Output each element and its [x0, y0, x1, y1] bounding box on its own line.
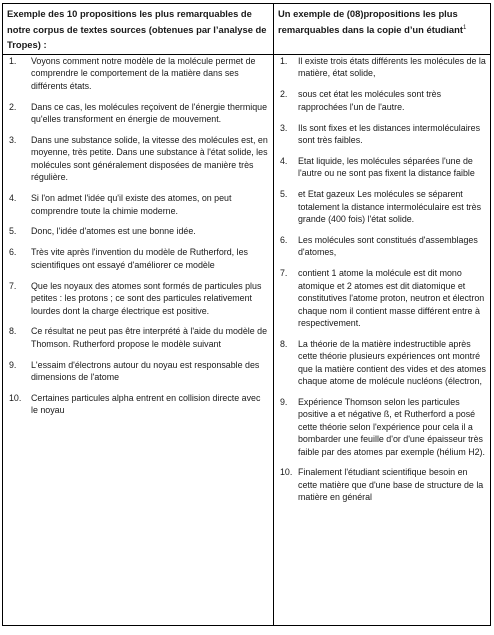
- left-proposition-item: [7, 192, 269, 217]
- left-proposition-item-number: 8.: [9, 326, 17, 337]
- left-proposition-item-text: Certaines particules alpha entrent en collision directe avec le noyau: [31, 393, 261, 416]
- right-proposition-item-number: 9.: [280, 396, 288, 407]
- left-proposition-item-text: Ce résultat ne peut pas être interprété à l'aide du modèle de Thomson. Rutherford propose le modèle suivant: [31, 326, 268, 349]
- left-body-cell: [3, 55, 274, 626]
- right-proposition-item-number: 6.: [280, 234, 288, 245]
- left-proposition-item-number: 7.: [9, 280, 17, 291]
- right-header-cell: [274, 4, 491, 55]
- right-proposition-item-number: 2.: [280, 89, 288, 100]
- right-proposition-item-number: 4.: [280, 155, 288, 166]
- right-proposition-list: [278, 55, 486, 504]
- right-proposition-item-text: La théorie de la matière indestructible après cette théorie plusieurs expériences ont montré que la matière contient des vides et des atomes chaque atome de molécule nucléons (électron,: [298, 338, 486, 387]
- left-proposition-item: [7, 359, 269, 384]
- right-proposition-item-text: sous cet état les molécules sont très rapprochées l'un de l'autre.: [298, 89, 442, 112]
- left-proposition-item-text: Très vite après l'invention du modèle de Rutherford, les scientifiques ont essayé d'améliorer ce modèle: [31, 247, 248, 270]
- left-proposition-item-text: Voyons comment notre modèle de la molécule permet de comprendre le comportement de la matière dans ses différents états.: [31, 56, 256, 91]
- right-proposition-item: [278, 122, 486, 147]
- right-proposition-item-number: 3.: [280, 122, 288, 133]
- right-proposition-item-text: Il existe trois états différents les molécules de la matière, état solide,: [298, 56, 486, 79]
- right-proposition-item: [278, 188, 486, 225]
- left-proposition-item: [7, 225, 269, 237]
- left-proposition-item: [7, 246, 269, 271]
- right-proposition-item-number: 8.: [280, 338, 288, 349]
- left-proposition-item-text: Dans une substance solide, la vitesse des molécules est, en moyenne, très petite. Dans une substance à l'état solide, les molécules sont généralement disposées de manière très régulière.: [31, 135, 268, 183]
- left-proposition-item-number: 10.: [9, 393, 22, 404]
- left-proposition-item-text: Que les noyaux des atomes sont formés de particules plus petites : les protons ; ce sont des particules relativement lourdes dont la charge électrique est positive.: [31, 280, 262, 316]
- left-proposition-item-text: Dans ce cas, les molécules reçoivent de l'énergie thermique qu'elles transforment en énergie de mouvement.: [31, 101, 268, 125]
- left-proposition-item-text: Donc, l'idée d'atomes est une bonne idée.: [31, 226, 196, 237]
- right-proposition-item-text: Finalement l'étudiant scientifique besoin en cette matière que d'une base de structure de la matière en général: [298, 467, 484, 503]
- right-proposition-item: [278, 234, 486, 259]
- left-proposition-item: [7, 392, 269, 417]
- right-proposition-item-text: Etat liquide, les molécules séparées l'une de l'autre ou ne sont pas fixent la distance faible: [298, 155, 475, 179]
- left-proposition-item-number: 6.: [9, 247, 17, 258]
- left-proposition-item: [7, 280, 269, 317]
- left-proposition-item-number: 2.: [9, 101, 17, 112]
- right-proposition-item-number: 7.: [280, 268, 288, 279]
- left-proposition-item-number: 1.: [9, 56, 17, 66]
- comparison-table: [2, 3, 491, 626]
- left-proposition-item: [7, 325, 269, 350]
- right-proposition-item: [278, 338, 486, 388]
- right-proposition-item: [278, 88, 486, 113]
- right-proposition-item: [278, 155, 486, 180]
- right-proposition-item-number: 1.: [280, 56, 288, 66]
- left-column-header: Exemple des 10 propositions les plus remarquables de notre corpus de textes sources (obtenues par l’analyse de Tropes) :: [7, 8, 267, 50]
- right-proposition-item-text: Les molécules sont constitués d'assemblages d'atomes,: [298, 234, 478, 258]
- left-proposition-item-number: 9.: [9, 359, 17, 370]
- left-proposition-item: [7, 101, 269, 126]
- left-proposition-item-text: L'essaim d'électrons autour du noyau est responsable des dimensions de l'atome: [31, 359, 260, 383]
- left-proposition-list: [7, 55, 269, 417]
- right-header-text: Un exemple de (08)propositions les plus remarquables dans la copie d’un étudiant: [278, 8, 463, 35]
- left-proposition-item-number: 5.: [9, 226, 17, 237]
- left-proposition-item-number: 4.: [9, 193, 17, 204]
- right-proposition-item: [278, 267, 486, 329]
- right-proposition-item: [278, 466, 486, 503]
- right-proposition-item-text: et Etat gazeux Les molécules se séparent totalement la distance intermoléculaire est très grande (400 fois) l'état solide.: [298, 189, 482, 225]
- table-body-row: [3, 55, 491, 626]
- right-proposition-item-text: Ils sont fixes et les distances intermoléculaires sont très faibles.: [298, 122, 481, 146]
- right-proposition-item-text: Expérience Thomson selon les particules positive a et négative ß, et Rutherford a posé cette théorie selon l'expérience pour cela il a bombarder une feuille d'or d'une épaisseur très faible par des atomes par exemple (hélium H2).: [298, 396, 485, 457]
- left-proposition-item: [7, 134, 269, 184]
- left-proposition-item-number: 3.: [9, 135, 17, 146]
- right-proposition-item: [278, 396, 486, 458]
- left-proposition-item-text: Si l'on admet l'idée qu'il existe des atomes, on peut comprendre toute la chimie moderne.: [31, 193, 232, 216]
- left-header-cell: [3, 4, 274, 55]
- right-proposition-item: [278, 55, 486, 80]
- footnote-marker: 1: [462, 24, 467, 31]
- right-proposition-item-text: contient 1 atome la molécule est dit mono atomique et 2 atomes est dit diatomique et constitutives l'atome proton, neutron et électron chaque nom il contient masse différent entre à respectivement.: [298, 268, 485, 328]
- right-column-header: [278, 4, 486, 37]
- right-proposition-item-number: 5.: [280, 189, 288, 200]
- right-body-cell: [274, 55, 491, 626]
- table-header-row: [3, 4, 491, 55]
- right-proposition-item-number: 10.: [280, 467, 293, 478]
- left-proposition-item: [7, 55, 269, 92]
